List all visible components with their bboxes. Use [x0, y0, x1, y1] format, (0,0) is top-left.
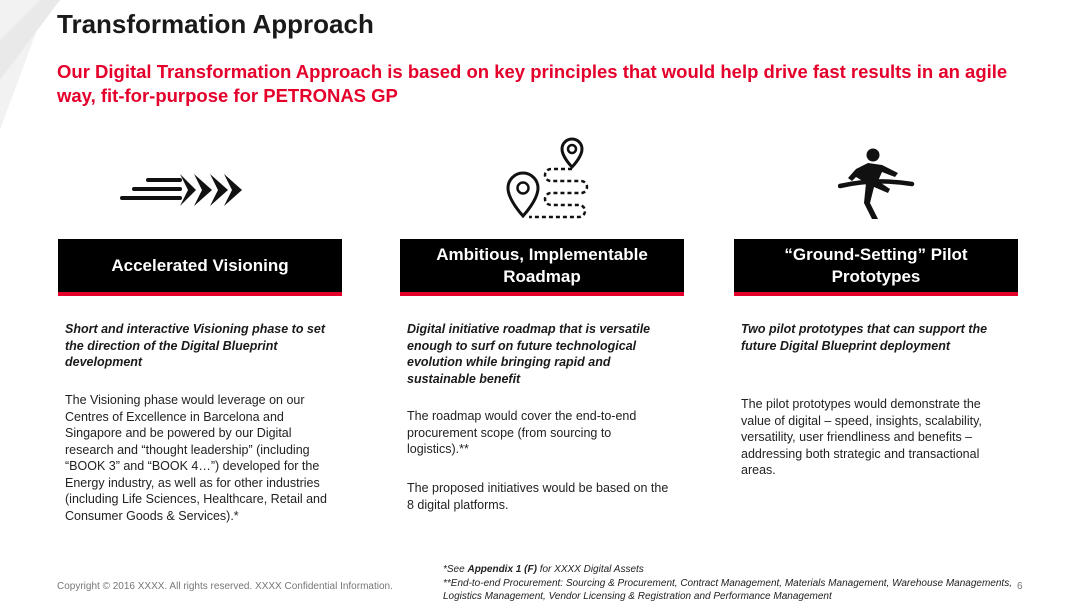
column-lead-text: Short and interactive Visioning phase to set the direction of the Digital Blueprint development — [65, 322, 326, 369]
page-number: 6 — [1017, 581, 1023, 592]
column-header-line1: Ambitious, Implementable — [436, 244, 648, 264]
column-body-text: The Visioning phase would leverage on our Centres of Excellence in Barcelona and Singapore and be powered by our Digital research and “thought leadership” (including “BOOK 3” and “BOOK 4…”) developed for the Energy industry, as well as for other industries (including Life Sciences, Healthcare, Retail and Consumer Goods & Services).* — [65, 393, 327, 523]
column-header-ambitious-roadmap — [400, 239, 684, 296]
page-title: Transformation Approach — [57, 9, 374, 39]
page-subtitle: Our Digital Transformation Approach is based on key principles that would help drive fast results in an agile way, fit-for-purpose for PETRONAS GP — [57, 61, 1008, 106]
copyright-notice: Copyright © 2016 XXXX. All rights reserved. XXXX Confidential Information. — [57, 581, 393, 592]
column-header-line2: Prototypes — [831, 266, 921, 286]
footnote-procurement: **End-to-end Procurement: Sourcing & Procurement, Contract Management, Materials Management, Warehouse Managements, Logistics Management, Vendor Licensing & Registration and Performance Management — [443, 577, 1012, 602]
column-body-text: The proposed initiatives would be based on the 8 digital platforms. — [407, 481, 669, 512]
column-header-line2: Roadmap — [503, 266, 581, 286]
route-pins-icon — [503, 135, 593, 223]
runner-finish-line-icon — [838, 147, 916, 221]
column-body-text: The pilot prototypes would demonstrate the value of digital – speed, insights, scalability, versatility, user friendliness and benefits – addressing both strategic and transactional areas. — [741, 397, 982, 477]
footnote-suffix: for XXXX Digital Assets — [536, 564, 644, 575]
footnotes — [443, 563, 1023, 604]
column-lead-text: Two pilot prototypes that can support the future Digital Blueprint deployment — [741, 322, 988, 353]
fast-forward-arrows-icon — [120, 170, 245, 210]
footnote-prefix: *See — [443, 564, 468, 575]
footnote-appendix — [443, 563, 1023, 577]
column-header-line1: “Ground-Setting” Pilot — [784, 244, 968, 264]
column-body-text: The roadmap would cover the end-to-end procurement scope (from sourcing to logistics).** — [407, 409, 637, 456]
column-header-pilot-prototypes — [734, 239, 1018, 296]
column-header-accelerated-visioning — [58, 239, 342, 296]
column-lead-text: Digital initiative roadmap that is versatile enough to surf on future technological evolution while bringing rapid and sustainable benefit — [407, 322, 651, 386]
column-header-line1: Accelerated Visioning — [111, 255, 289, 275]
footnote-appendix-link: Appendix 1 (F) — [467, 564, 537, 575]
